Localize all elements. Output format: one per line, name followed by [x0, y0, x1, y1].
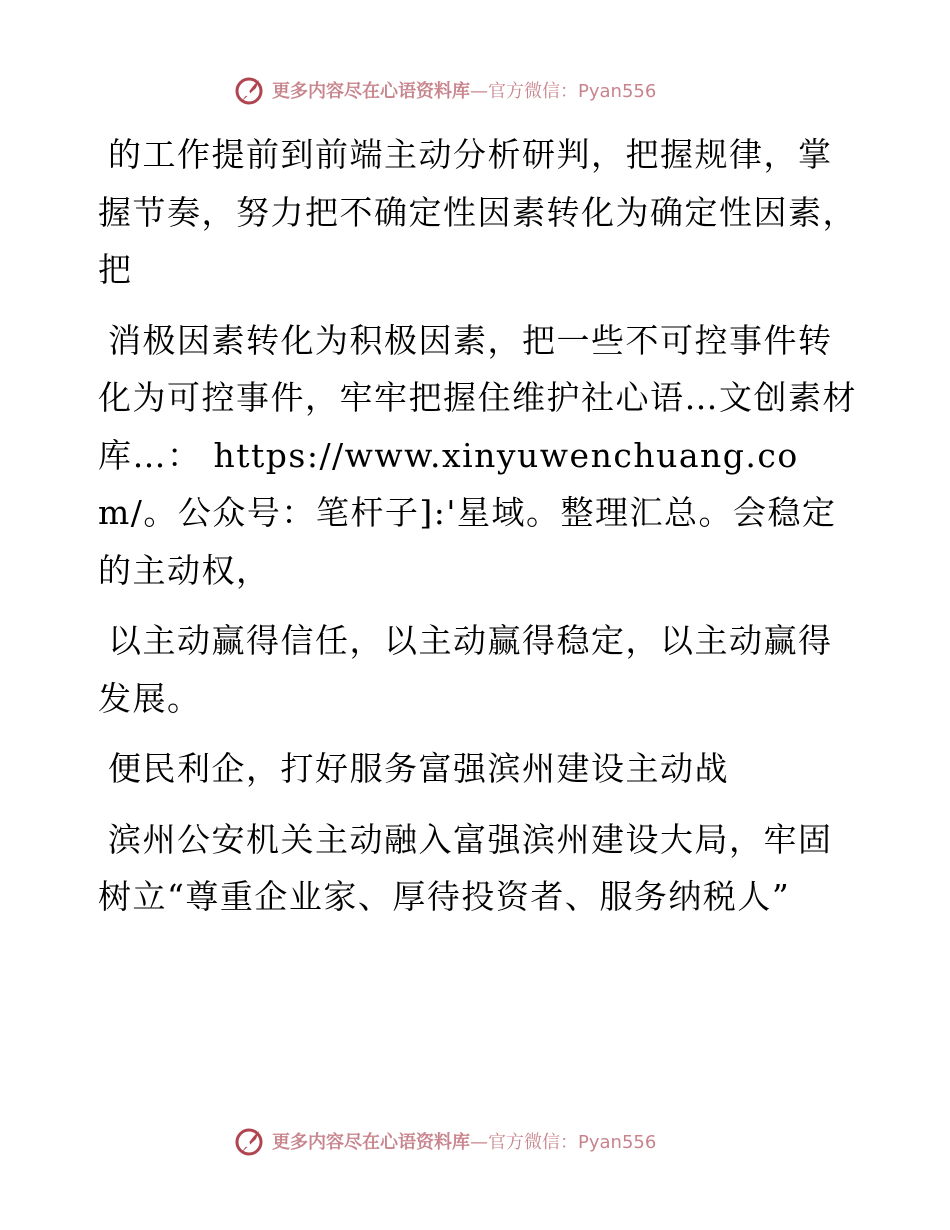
document-body [98, 126, 858, 939]
paragraph: 以主动赢得信任，以主动赢得稳定，以主动赢得发展。 [98, 621, 833, 718]
paragraph: 滨州公安机关主动融入富强滨州建设大局，牢固树立“尊重企业家、厚待投资者、服务纳税人” [98, 819, 833, 916]
banner-wechat: —官方微信：Pyan556 [470, 1132, 657, 1153]
footer-banner [234, 1124, 656, 1158]
header-banner [234, 73, 656, 107]
section-heading: 便民利企，打好服务富强滨州建设主动战 [108, 749, 729, 788]
quill-pen-circle-icon [234, 75, 264, 105]
banner-site-name: 更多内容尽在心语资料库 [272, 1132, 470, 1153]
paragraph: 消极因素转化为积极因素，把一些不可控事件转化为可控事件，牢牢把握住维护社心语…文创素材库…： https://www.xinyuwenchuang.com/。公众号：笔杆子]:'星域。整理汇总。会稳定的主动权， [98, 320, 857, 590]
quill-pen-circle-icon [234, 1126, 264, 1156]
paragraph: 的工作提前到前端主动分析研判，把握规律，掌握节奏，努力把不确定性因素转化为确定性因素，把 [98, 135, 857, 289]
banner-site-name: 更多内容尽在心语资料库 [272, 81, 470, 102]
banner-wechat: —官方微信：Pyan556 [470, 81, 657, 102]
